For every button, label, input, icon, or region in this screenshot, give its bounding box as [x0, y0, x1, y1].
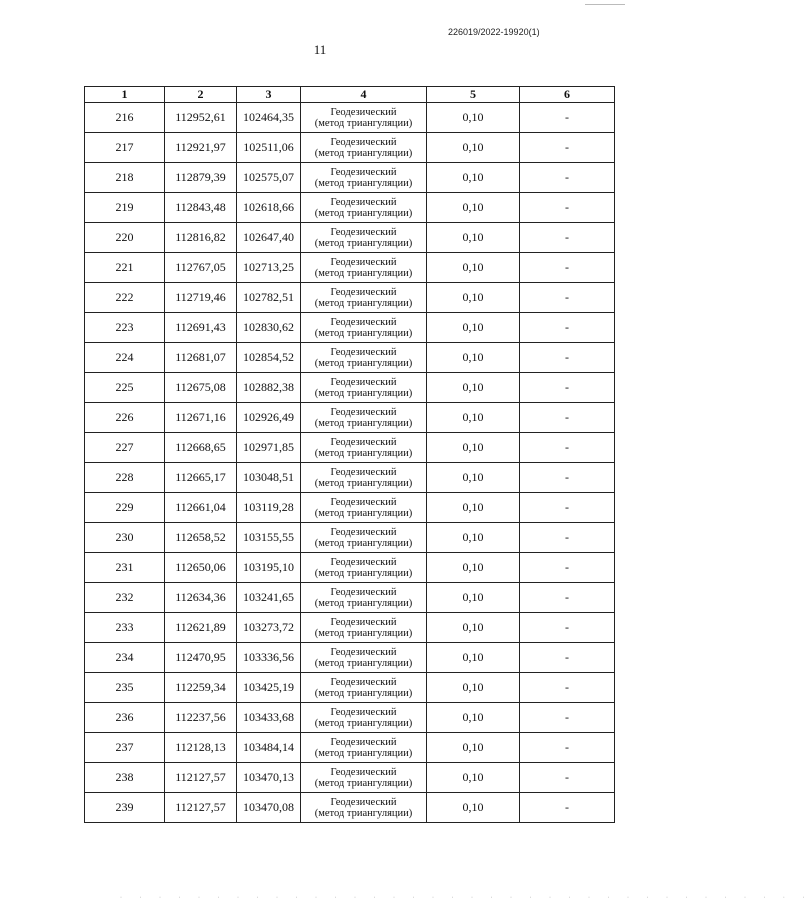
x-coordinate-cell: 112634,36 — [165, 583, 237, 613]
method-cell — [301, 223, 427, 253]
table-row — [85, 583, 615, 613]
table-row — [85, 433, 615, 463]
y-coordinate-cell: 103336,56 — [237, 643, 301, 673]
y-coordinate-cell: 103241,65 — [237, 583, 301, 613]
note-cell: - — [520, 163, 615, 193]
table-row — [85, 283, 615, 313]
error-cell: 0,10 — [427, 703, 520, 733]
method-cell — [301, 313, 427, 343]
method-name: Геодезический — [330, 256, 397, 268]
x-coordinate-cell: 112921,97 — [165, 133, 237, 163]
x-coordinate-cell: 112816,82 — [165, 223, 237, 253]
error-cell: 0,10 — [427, 313, 520, 343]
method-name: Геодезический — [330, 736, 397, 748]
method-name: Геодезический — [330, 616, 397, 628]
point-number-cell: 226 — [85, 403, 165, 433]
x-coordinate-cell: 112671,16 — [165, 403, 237, 433]
point-number-cell: 222 — [85, 283, 165, 313]
table-row — [85, 613, 615, 643]
point-number-cell: 218 — [85, 163, 165, 193]
bottom-scan-marks: · · · · · · · · · · · · · · · · · · · · · · · · · · · · · · · · · · · · — [120, 895, 812, 901]
note-cell: - — [520, 493, 615, 523]
table-row — [85, 373, 615, 403]
column-header: 2 — [165, 87, 237, 103]
y-coordinate-cell: 103048,51 — [237, 463, 301, 493]
note-cell: - — [520, 223, 615, 253]
method-name: Геодезический — [330, 496, 397, 508]
method-cell — [301, 433, 427, 463]
method-cell — [301, 523, 427, 553]
table-row — [85, 463, 615, 493]
note-cell: - — [520, 793, 615, 823]
y-coordinate-cell: 103425,19 — [237, 673, 301, 703]
y-coordinate-cell: 102464,35 — [237, 103, 301, 133]
x-coordinate-cell: 112650,06 — [165, 553, 237, 583]
method-cell — [301, 793, 427, 823]
method-cell — [301, 463, 427, 493]
error-cell: 0,10 — [427, 613, 520, 643]
method-detail: (метод триангуляции) — [314, 297, 413, 309]
error-cell: 0,10 — [427, 433, 520, 463]
error-cell: 0,10 — [427, 373, 520, 403]
method-cell — [301, 163, 427, 193]
table-row — [85, 673, 615, 703]
method-detail: (метод триангуляции) — [314, 327, 413, 339]
table-row — [85, 523, 615, 553]
table-row — [85, 133, 615, 163]
column-header: 5 — [427, 87, 520, 103]
method-detail: (метод триангуляции) — [314, 507, 413, 519]
note-cell: - — [520, 403, 615, 433]
x-coordinate-cell: 112658,52 — [165, 523, 237, 553]
x-coordinate-cell: 112719,46 — [165, 283, 237, 313]
method-detail: (метод триангуляции) — [314, 267, 413, 279]
y-coordinate-cell: 102830,62 — [237, 313, 301, 343]
table-row — [85, 193, 615, 223]
y-coordinate-cell: 102713,25 — [237, 253, 301, 283]
x-coordinate-cell: 112665,17 — [165, 463, 237, 493]
y-coordinate-cell: 102782,51 — [237, 283, 301, 313]
point-number-cell: 230 — [85, 523, 165, 553]
point-number-cell: 217 — [85, 133, 165, 163]
point-number-cell: 225 — [85, 373, 165, 403]
method-cell — [301, 613, 427, 643]
method-name: Геодезический — [330, 766, 397, 778]
method-cell — [301, 283, 427, 313]
method-name: Геодезический — [330, 406, 397, 418]
error-cell: 0,10 — [427, 283, 520, 313]
x-coordinate-cell: 112952,61 — [165, 103, 237, 133]
method-detail: (метод триангуляции) — [314, 117, 413, 129]
method-name: Геодезический — [330, 676, 397, 688]
y-coordinate-cell: 103273,72 — [237, 613, 301, 643]
method-name: Геодезический — [330, 136, 397, 148]
x-coordinate-cell: 112259,34 — [165, 673, 237, 703]
method-name: Геодезический — [330, 586, 397, 598]
coordinates-table — [84, 86, 615, 823]
table-row — [85, 403, 615, 433]
method-detail: (метод триангуляции) — [314, 147, 413, 159]
point-number-cell: 227 — [85, 433, 165, 463]
table-header-row — [85, 87, 615, 103]
method-cell — [301, 673, 427, 703]
table-row — [85, 253, 615, 283]
method-name: Геодезический — [330, 106, 397, 118]
method-detail: (метод триангуляции) — [314, 567, 413, 579]
table-row — [85, 703, 615, 733]
method-detail: (метод триангуляции) — [314, 447, 413, 459]
method-detail: (метод триангуляции) — [314, 237, 413, 249]
method-cell — [301, 253, 427, 283]
point-number-cell: 233 — [85, 613, 165, 643]
y-coordinate-cell: 103119,28 — [237, 493, 301, 523]
method-detail: (метод триангуляции) — [314, 597, 413, 609]
y-coordinate-cell: 102854,52 — [237, 343, 301, 373]
x-coordinate-cell: 112675,08 — [165, 373, 237, 403]
point-number-cell: 221 — [85, 253, 165, 283]
error-cell: 0,10 — [427, 643, 520, 673]
error-cell: 0,10 — [427, 193, 520, 223]
error-cell: 0,10 — [427, 583, 520, 613]
note-cell: - — [520, 193, 615, 223]
y-coordinate-cell: 103155,55 — [237, 523, 301, 553]
error-cell: 0,10 — [427, 733, 520, 763]
point-number-cell: 238 — [85, 763, 165, 793]
error-cell: 0,10 — [427, 403, 520, 433]
column-header: 1 — [85, 87, 165, 103]
method-name: Геодезический — [330, 226, 397, 238]
page-number: 11 — [313, 42, 327, 57]
method-cell — [301, 493, 427, 523]
y-coordinate-cell: 102575,07 — [237, 163, 301, 193]
x-coordinate-cell: 112681,07 — [165, 343, 237, 373]
method-name: Геодезический — [330, 376, 397, 388]
note-cell: - — [520, 523, 615, 553]
error-cell: 0,10 — [427, 763, 520, 793]
error-cell: 0,10 — [427, 463, 520, 493]
table-row — [85, 793, 615, 823]
note-cell: - — [520, 373, 615, 403]
note-cell: - — [520, 253, 615, 283]
point-number-cell: 234 — [85, 643, 165, 673]
method-cell — [301, 193, 427, 223]
note-cell: - — [520, 103, 615, 133]
y-coordinate-cell: 102511,06 — [237, 133, 301, 163]
point-number-cell: 228 — [85, 463, 165, 493]
method-name: Геодезический — [330, 196, 397, 208]
note-cell: - — [520, 763, 615, 793]
point-number-cell: 220 — [85, 223, 165, 253]
note-cell: - — [520, 673, 615, 703]
error-cell: 0,10 — [427, 223, 520, 253]
note-cell: - — [520, 703, 615, 733]
error-cell: 0,10 — [427, 343, 520, 373]
y-coordinate-cell: 103484,14 — [237, 733, 301, 763]
table-row — [85, 223, 615, 253]
method-cell — [301, 763, 427, 793]
error-cell: 0,10 — [427, 163, 520, 193]
method-cell — [301, 733, 427, 763]
method-cell — [301, 133, 427, 163]
method-detail: (метод триангуляции) — [314, 657, 413, 669]
method-detail: (метод триангуляции) — [314, 477, 413, 489]
method-name: Геодезический — [330, 436, 397, 448]
x-coordinate-cell: 112767,05 — [165, 253, 237, 283]
method-name: Геодезический — [330, 166, 397, 178]
y-coordinate-cell: 103470,13 — [237, 763, 301, 793]
point-number-cell: 229 — [85, 493, 165, 523]
note-cell: - — [520, 343, 615, 373]
point-number-cell: 219 — [85, 193, 165, 223]
method-cell — [301, 373, 427, 403]
y-coordinate-cell: 103433,68 — [237, 703, 301, 733]
note-cell: - — [520, 433, 615, 463]
method-cell — [301, 103, 427, 133]
method-name: Геодезический — [330, 346, 397, 358]
note-cell: - — [520, 133, 615, 163]
x-coordinate-cell: 112879,39 — [165, 163, 237, 193]
point-number-cell: 232 — [85, 583, 165, 613]
table-row — [85, 553, 615, 583]
table-row — [85, 103, 615, 133]
document-number: 226019/2022-19920(1) — [448, 27, 540, 37]
column-header: 3 — [237, 87, 301, 103]
error-cell: 0,10 — [427, 493, 520, 523]
point-number-cell: 239 — [85, 793, 165, 823]
method-detail: (метод триангуляции) — [314, 777, 413, 789]
method-name: Геодезический — [330, 286, 397, 298]
table-row — [85, 313, 615, 343]
y-coordinate-cell: 103470,08 — [237, 793, 301, 823]
table-row — [85, 163, 615, 193]
method-detail: (метод триангуляции) — [314, 537, 413, 549]
table-row — [85, 493, 615, 523]
error-cell: 0,10 — [427, 793, 520, 823]
table-row — [85, 343, 615, 373]
point-number-cell: 224 — [85, 343, 165, 373]
method-cell — [301, 343, 427, 373]
x-coordinate-cell: 112470,95 — [165, 643, 237, 673]
method-name: Геодезический — [330, 466, 397, 478]
top-edge-rule — [585, 4, 625, 5]
x-coordinate-cell: 112127,57 — [165, 793, 237, 823]
method-detail: (метод триангуляции) — [314, 207, 413, 219]
method-cell — [301, 643, 427, 673]
method-detail: (метод триангуляции) — [314, 357, 413, 369]
point-number-cell: 236 — [85, 703, 165, 733]
column-header: 6 — [520, 87, 615, 103]
note-cell: - — [520, 733, 615, 763]
method-detail: (метод триангуляции) — [314, 177, 413, 189]
y-coordinate-cell: 102647,40 — [237, 223, 301, 253]
error-cell: 0,10 — [427, 523, 520, 553]
point-number-cell: 237 — [85, 733, 165, 763]
method-cell — [301, 583, 427, 613]
x-coordinate-cell: 112843,48 — [165, 193, 237, 223]
error-cell: 0,10 — [427, 673, 520, 703]
method-name: Геодезический — [330, 526, 397, 538]
x-coordinate-cell: 112621,89 — [165, 613, 237, 643]
y-coordinate-cell: 103195,10 — [237, 553, 301, 583]
method-detail: (метод триангуляции) — [314, 627, 413, 639]
method-name: Геодезический — [330, 796, 397, 808]
note-cell: - — [520, 553, 615, 583]
method-cell — [301, 703, 427, 733]
method-name: Геодезический — [330, 556, 397, 568]
point-number-cell: 223 — [85, 313, 165, 343]
note-cell: - — [520, 583, 615, 613]
column-header: 4 — [301, 87, 427, 103]
method-detail: (метод триангуляции) — [314, 717, 413, 729]
method-detail: (метод триангуляции) — [314, 747, 413, 759]
x-coordinate-cell: 112691,43 — [165, 313, 237, 343]
x-coordinate-cell: 112668,65 — [165, 433, 237, 463]
method-detail: (метод триангуляции) — [314, 417, 413, 429]
x-coordinate-cell: 112128,13 — [165, 733, 237, 763]
point-number-cell: 235 — [85, 673, 165, 703]
error-cell: 0,10 — [427, 103, 520, 133]
y-coordinate-cell: 102971,85 — [237, 433, 301, 463]
note-cell: - — [520, 643, 615, 673]
table-row — [85, 763, 615, 793]
error-cell: 0,10 — [427, 253, 520, 283]
method-cell — [301, 553, 427, 583]
method-name: Геодезический — [330, 316, 397, 328]
table-row — [85, 733, 615, 763]
error-cell: 0,10 — [427, 553, 520, 583]
method-detail: (метод триангуляции) — [314, 387, 413, 399]
x-coordinate-cell: 112127,57 — [165, 763, 237, 793]
y-coordinate-cell: 102926,49 — [237, 403, 301, 433]
y-coordinate-cell: 102882,38 — [237, 373, 301, 403]
note-cell: - — [520, 283, 615, 313]
x-coordinate-cell: 112237,56 — [165, 703, 237, 733]
y-coordinate-cell: 102618,66 — [237, 193, 301, 223]
method-detail: (метод триангуляции) — [314, 687, 413, 699]
method-name: Геодезический — [330, 706, 397, 718]
note-cell: - — [520, 613, 615, 643]
method-detail: (метод триангуляции) — [314, 807, 413, 819]
error-cell: 0,10 — [427, 133, 520, 163]
method-name: Геодезический — [330, 646, 397, 658]
note-cell: - — [520, 463, 615, 493]
method-cell — [301, 403, 427, 433]
note-cell: - — [520, 313, 615, 343]
x-coordinate-cell: 112661,04 — [165, 493, 237, 523]
point-number-cell: 231 — [85, 553, 165, 583]
table-row — [85, 643, 615, 673]
point-number-cell: 216 — [85, 103, 165, 133]
